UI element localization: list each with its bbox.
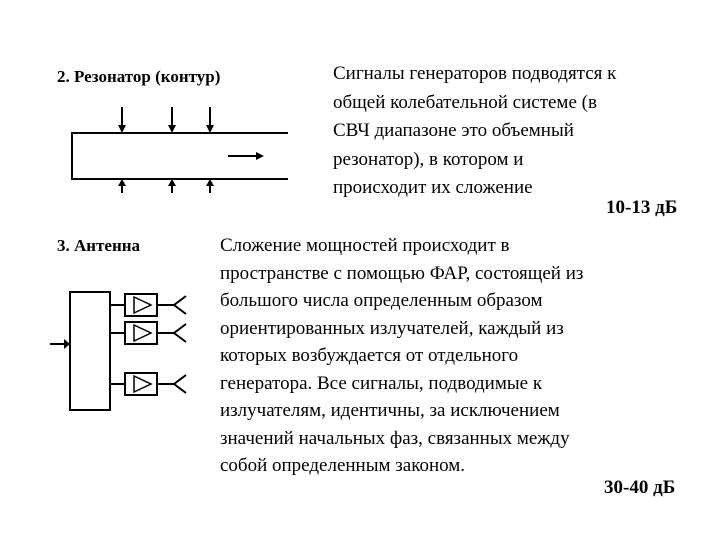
resonator-description: Сигналы генераторов подводятся к общей колебательной системе (в СВЧ диапазоне это объемный резонатор), в котором и происходит их сложение [333, 63, 617, 198]
antenna-heading: 3. Антенна [57, 236, 141, 255]
antenna-description: Сложение мощностей происходит в пространстве с помощью ФАР, состоящей из большого числа определенным образом ориентированных излучателей, каждый из которых возбуждается от отдельного генератора. Все сигналы, подводимые к излучателям, идентичны, за исключением значений начальных фаз, связанных между собой определенным законом. [220, 235, 584, 476]
antenna-array-diagram [48, 282, 198, 417]
emitter-icon [174, 324, 186, 342]
amplifier-icon [134, 376, 151, 392]
emitter-icon [174, 296, 186, 314]
resonator-diagram [60, 105, 295, 195]
amplifier-icon [134, 325, 151, 341]
resonator-heading: 2. Резонатор (контур) [57, 67, 221, 86]
power-divider-block [70, 292, 110, 410]
emitter-icon [174, 375, 186, 393]
amplifier-icon [134, 297, 151, 313]
resonator-gain: 10-13 дБ [606, 197, 678, 218]
antenna-gain: 30-40 дБ [604, 477, 676, 498]
